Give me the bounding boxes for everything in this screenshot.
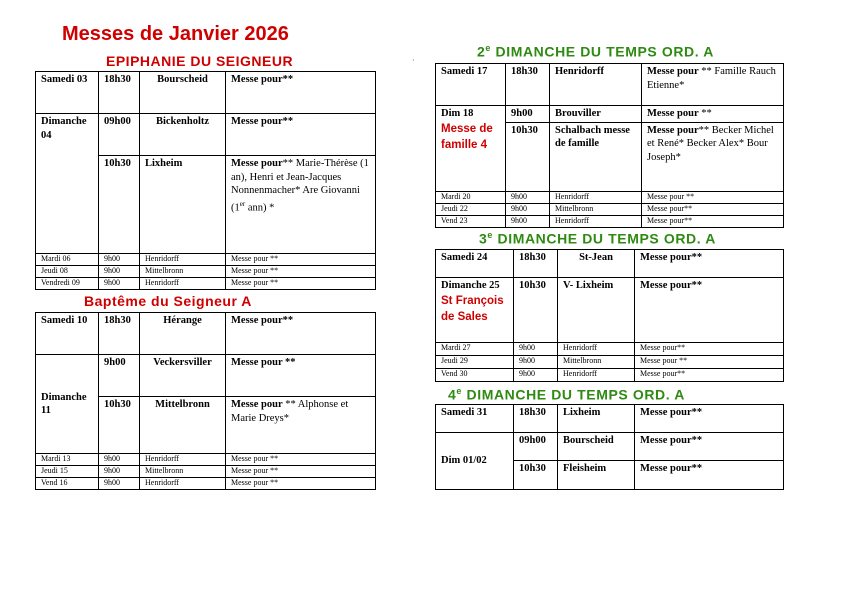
mass-cell: Messe pour** bbox=[226, 313, 376, 355]
day-cell: Jeudi 08 bbox=[36, 266, 99, 278]
mass-cell: Messe pour ** bbox=[642, 191, 784, 203]
time-cell: 9h00 bbox=[514, 369, 558, 382]
mass-cell: Messe pour ** bbox=[226, 266, 376, 278]
table-row bbox=[436, 343, 784, 356]
day-cell: Jeudi 29 bbox=[436, 356, 514, 369]
table-row bbox=[36, 466, 376, 478]
place-cell: Henridorff bbox=[140, 478, 226, 490]
mass-cell: Messe pour ** bbox=[226, 466, 376, 478]
time-cell: 10h30 bbox=[514, 461, 558, 490]
time-cell: 9h00 bbox=[99, 278, 140, 290]
time-cell: 18h30 bbox=[99, 72, 140, 114]
time-cell: 18h30 bbox=[99, 313, 140, 355]
time-cell: 10h30 bbox=[99, 156, 140, 254]
day-cell: Dim 01/02 bbox=[436, 433, 514, 490]
mass-cell: Messe pour** Marie-Thérèse (1 an), Henri et Jean-Jacques Nonnenmacher* Are Giovanni (1er ann) * bbox=[226, 156, 376, 254]
time-cell: 9h00 bbox=[506, 215, 550, 227]
time-cell: 18h30 bbox=[514, 405, 558, 433]
day-cell: Samedi 24 bbox=[436, 250, 514, 278]
mass-cell: Messe pour** bbox=[226, 114, 376, 156]
table-row bbox=[36, 313, 376, 355]
place-cell: Bourscheid bbox=[558, 433, 635, 461]
schedule-table-4e-dimanche bbox=[435, 404, 784, 490]
mass-cell: Messe pour ** Alphonse et Marie Dreys* bbox=[226, 397, 376, 454]
place-cell: Henridorff bbox=[550, 215, 642, 227]
day-cell: Dimanche 25 St François de Sales bbox=[436, 278, 514, 343]
time-cell: 9h00 bbox=[506, 203, 550, 215]
place-cell: St-Jean bbox=[558, 250, 635, 278]
schedule-table-2e-dimanche bbox=[435, 63, 784, 228]
time-cell: 9h00 bbox=[99, 254, 140, 266]
table-row bbox=[436, 191, 784, 203]
time-cell: 9h00 bbox=[99, 454, 140, 466]
time-cell: 9h00 bbox=[506, 106, 550, 123]
time-cell: 9h00 bbox=[514, 343, 558, 356]
mass-cell: Messe pour ** bbox=[226, 454, 376, 466]
section-heading-2e-dimanche: 2e DIMANCHE DU TEMPS ORD. A bbox=[477, 43, 714, 60]
table-row bbox=[36, 454, 376, 466]
day-cell: Mardi 27 bbox=[436, 343, 514, 356]
day-cell: Mardi 13 bbox=[36, 454, 99, 466]
place-cell: Bickenholtz bbox=[140, 114, 226, 156]
day-cell: Jeudi 22 bbox=[436, 203, 506, 215]
place-cell: V- Lixheim bbox=[558, 278, 635, 343]
mass-cell: Messe pour ** bbox=[226, 478, 376, 490]
place-cell: Henridorff bbox=[140, 278, 226, 290]
place-cell: Henridorff bbox=[550, 191, 642, 203]
time-cell: 9h00 bbox=[99, 466, 140, 478]
day-cell: Samedi 31 bbox=[436, 405, 514, 433]
place-cell: Bourscheid bbox=[140, 72, 226, 114]
table-row bbox=[436, 250, 784, 278]
mass-cell: Messe pour** bbox=[635, 278, 784, 343]
place-cell: Fleisheim bbox=[558, 461, 635, 490]
time-cell: 09h00 bbox=[99, 114, 140, 156]
table-row bbox=[436, 356, 784, 369]
schedule-table-3e-dimanche bbox=[435, 249, 784, 382]
mass-cell: Messe pour ** bbox=[226, 254, 376, 266]
mass-cell: Messe pour ** bbox=[226, 355, 376, 397]
table-row bbox=[36, 478, 376, 490]
mass-cell: Messe pour** bbox=[635, 369, 784, 382]
place-cell: Henridorff bbox=[558, 369, 635, 382]
section-heading-bapteme: Baptême du Seigneur A bbox=[84, 293, 252, 309]
page-title: Messes de Janvier 2026 bbox=[62, 23, 289, 45]
day-cell: Vend 16 bbox=[36, 478, 99, 490]
place-cell: Schalbach messe de famille bbox=[550, 122, 642, 191]
day-cell: Samedi 10 bbox=[36, 313, 99, 355]
time-cell: 9h00 bbox=[99, 478, 140, 490]
section-heading-3e-dimanche: 3e DIMANCHE DU TEMPS ORD. A bbox=[479, 230, 716, 247]
place-cell: Brouviller bbox=[550, 106, 642, 123]
place-cell: Lixheim bbox=[558, 405, 635, 433]
day-cell: Samedi 03 bbox=[36, 72, 99, 114]
table-row bbox=[36, 114, 376, 156]
mass-cell: Messe pour ** Famille Rauch Etienne* bbox=[642, 64, 784, 106]
schedule-table-epiphanie bbox=[35, 71, 376, 290]
time-cell: 10h30 bbox=[99, 397, 140, 454]
mass-cell: Messe pour** bbox=[226, 72, 376, 114]
section-heading-epiphanie: EPIPHANIE DU SEIGNEUR bbox=[106, 53, 294, 69]
section-heading-4e-dimanche: 4e DIMANCHE DU TEMPS ORD. A bbox=[448, 386, 685, 403]
day-cell: Vendredi 09 bbox=[36, 278, 99, 290]
place-cell: Henridorff bbox=[550, 64, 642, 106]
day-cell: Vend 30 bbox=[436, 369, 514, 382]
mass-cell: Messe pour** Becker Michel et René* Becker Alex* Bour Joseph* bbox=[642, 122, 784, 191]
day-cell: Dimanche 04 bbox=[36, 114, 99, 254]
mass-cell: Messe pour ** bbox=[226, 278, 376, 290]
table-row bbox=[36, 72, 376, 114]
place-cell: Henridorff bbox=[558, 343, 635, 356]
table-row bbox=[436, 369, 784, 382]
mass-cell: Messe pour** bbox=[635, 433, 784, 461]
place-cell: Henridorff bbox=[140, 254, 226, 266]
mass-cell: Messe pour** bbox=[642, 203, 784, 215]
table-row bbox=[436, 64, 784, 106]
day-cell: Vend 23 bbox=[436, 215, 506, 227]
time-cell: 9h00 bbox=[99, 266, 140, 278]
mass-cell: Messe pour** bbox=[635, 461, 784, 490]
day-cell: Mardi 20 bbox=[436, 191, 506, 203]
time-cell: 9h00 bbox=[99, 355, 140, 397]
mass-cell: Messe pour** bbox=[635, 343, 784, 356]
day-cell: Dim 18 Messe de famille 4 bbox=[436, 106, 506, 192]
place-cell: Mittelbronn bbox=[140, 266, 226, 278]
place-cell: Mittelbronn bbox=[140, 397, 226, 454]
place-cell: Henridorff bbox=[140, 454, 226, 466]
table-row bbox=[36, 266, 376, 278]
time-cell: 18h30 bbox=[506, 64, 550, 106]
time-cell: 10h30 bbox=[514, 278, 558, 343]
time-cell: 9h00 bbox=[506, 191, 550, 203]
place-cell: Mittelbronn bbox=[140, 466, 226, 478]
place-cell: Lixheim bbox=[140, 156, 226, 254]
table-row bbox=[36, 278, 376, 290]
schedule-table-bapteme bbox=[35, 312, 376, 490]
place-cell: Mittelbronn bbox=[550, 203, 642, 215]
day-cell: Samedi 17 bbox=[436, 64, 506, 106]
day-cell: Mardi 06 bbox=[36, 254, 99, 266]
stray-mark: · bbox=[412, 56, 415, 65]
mass-cell: Messe pour** bbox=[635, 405, 784, 433]
mass-cell: Messe pour ** bbox=[642, 106, 784, 123]
time-cell: 09h00 bbox=[514, 433, 558, 461]
place-cell: Veckersviller bbox=[140, 355, 226, 397]
time-cell: 10h30 bbox=[506, 122, 550, 191]
time-cell: 18h30 bbox=[514, 250, 558, 278]
mass-cell: Messe pour** bbox=[642, 215, 784, 227]
day-cell: Jeudi 15 bbox=[36, 466, 99, 478]
table-row bbox=[436, 203, 784, 215]
table-row bbox=[436, 433, 784, 461]
mass-cell: Messe pour** bbox=[635, 250, 784, 278]
table-row bbox=[36, 254, 376, 266]
table-row bbox=[436, 106, 784, 123]
place-cell: Hérange bbox=[140, 313, 226, 355]
table-row bbox=[436, 278, 784, 343]
time-cell: 9h00 bbox=[514, 356, 558, 369]
table-row bbox=[436, 405, 784, 433]
day-cell: Dimanche 11 bbox=[36, 355, 99, 454]
place-cell: Mittelbronn bbox=[558, 356, 635, 369]
table-row bbox=[436, 215, 784, 227]
table-row bbox=[36, 355, 376, 397]
mass-cell: Messe pour ** bbox=[635, 356, 784, 369]
